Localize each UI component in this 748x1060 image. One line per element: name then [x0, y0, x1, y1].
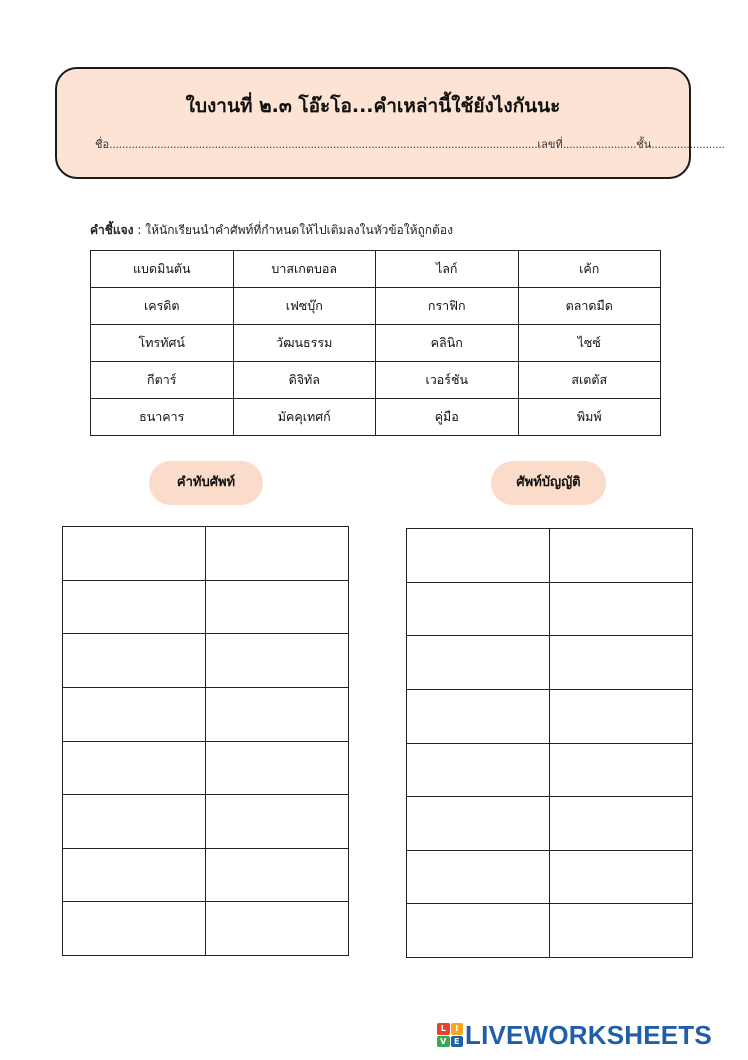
table-row — [91, 288, 661, 325]
answer-drop-cell[interactable] — [407, 529, 550, 583]
answer-drop-cell[interactable] — [206, 902, 349, 956]
answer-drop-cell[interactable] — [63, 580, 206, 634]
table-row — [63, 741, 349, 795]
class-label: ชั้น — [636, 138, 652, 151]
liveworksheets-logo-icon — [437, 1023, 463, 1047]
table-row — [407, 904, 693, 958]
word-cell[interactable]: ธนาคาร — [91, 399, 234, 436]
answer-drop-cell[interactable] — [550, 850, 693, 904]
answer-drop-cell[interactable] — [206, 527, 349, 581]
coined-word-answer-grid — [406, 528, 693, 958]
table-row — [407, 850, 693, 904]
table-row — [63, 634, 349, 688]
word-cell[interactable]: คลินิก — [376, 325, 519, 362]
table-row — [63, 902, 349, 956]
worksheet-header — [55, 67, 725, 179]
word-cell[interactable]: เฟซบุ๊ก — [233, 288, 376, 325]
table-row — [407, 689, 693, 743]
answer-drop-cell[interactable] — [63, 848, 206, 902]
name-field[interactable]: ...................................................................................................................................... — [109, 138, 538, 151]
class-field[interactable]: ....................... — [651, 138, 725, 151]
table-row — [407, 743, 693, 797]
word-bank-table — [90, 250, 661, 436]
answer-drop-cell[interactable] — [206, 634, 349, 688]
word-cell[interactable]: วัฒนธรรม — [233, 325, 376, 362]
table-row — [91, 399, 661, 436]
answer-drop-cell[interactable] — [550, 582, 693, 636]
answer-drop-cell[interactable] — [550, 636, 693, 690]
word-cell[interactable]: มัคคุเทศก์ — [233, 399, 376, 436]
word-cell[interactable]: เครดิต — [91, 288, 234, 325]
answer-drop-cell[interactable] — [550, 529, 693, 583]
instructions-label: คำชี้แจง — [90, 223, 134, 237]
loanword-answer-grid — [62, 526, 349, 956]
logo-mark-letter: E — [451, 1036, 464, 1048]
worksheet-title: ใบงานที่ ๒.๓ โอ๊ะโอ...คำเหล่านี้ใช้ยังไงกันนะ — [185, 95, 561, 117]
logo-mark-letter: V — [437, 1036, 450, 1048]
table-row — [63, 580, 349, 634]
word-cell[interactable]: พิมพ์ — [518, 399, 661, 436]
word-cell[interactable]: คู่มือ — [376, 399, 519, 436]
logo-text: LIVEWORKSHEETS — [465, 1019, 712, 1050]
table-row — [407, 529, 693, 583]
instructions — [90, 221, 453, 240]
answer-drop-cell[interactable] — [407, 797, 550, 851]
answer-drop-cell[interactable] — [550, 743, 693, 797]
answer-drop-cell[interactable] — [550, 797, 693, 851]
logo-mark-letter: I — [451, 1023, 464, 1035]
word-cell[interactable]: กราฟิก — [376, 288, 519, 325]
word-cell[interactable]: เวอร์ชัน — [376, 362, 519, 399]
answer-drop-cell[interactable] — [550, 904, 693, 958]
word-cell[interactable]: เค้ก — [518, 251, 661, 288]
word-cell[interactable]: บาสเกตบอล — [233, 251, 376, 288]
word-cell[interactable]: สเตตัส — [518, 362, 661, 399]
table-row — [407, 636, 693, 690]
answer-drop-cell[interactable] — [407, 743, 550, 797]
answer-drop-cell[interactable] — [63, 527, 206, 581]
answer-drop-cell[interactable] — [206, 687, 349, 741]
word-cell[interactable]: ดิจิทัล — [233, 362, 376, 399]
answer-drop-cell[interactable] — [206, 580, 349, 634]
word-cell[interactable]: ไซซ์ — [518, 325, 661, 362]
answer-drop-cell[interactable] — [407, 636, 550, 690]
answer-drop-cell[interactable] — [63, 687, 206, 741]
answer-drop-cell[interactable] — [206, 795, 349, 849]
table-row — [91, 362, 661, 399]
answer-drop-cell[interactable] — [63, 634, 206, 688]
answer-drop-cell[interactable] — [206, 741, 349, 795]
coined-word-category-label: ศัพท์บัญญัติ — [491, 461, 606, 505]
word-cell[interactable]: โทรทัศน์ — [91, 325, 234, 362]
table-row — [63, 795, 349, 849]
word-cell[interactable]: ไลก์ — [376, 251, 519, 288]
answer-drop-cell[interactable] — [63, 795, 206, 849]
number-field[interactable]: ....................... — [562, 138, 637, 151]
word-cell[interactable]: แบดมินตัน — [91, 251, 234, 288]
answer-drop-cell[interactable] — [63, 902, 206, 956]
table-row — [63, 527, 349, 581]
table-row — [407, 797, 693, 851]
table-row — [63, 848, 349, 902]
logo-mark-letter: L — [437, 1023, 450, 1035]
name-label: ชื่อ — [95, 138, 110, 151]
answer-drop-cell[interactable] — [63, 741, 206, 795]
answer-drop-cell[interactable] — [407, 689, 550, 743]
answer-drop-cell[interactable] — [407, 904, 550, 958]
instructions-text: : ให้นักเรียนนำคำศัพท์ที่กำหนดให้ไปเติมลงในหัวข้อให้ถูกต้อง — [133, 223, 453, 237]
answer-drop-cell[interactable] — [550, 689, 693, 743]
liveworksheets-logo[interactable] — [437, 1018, 712, 1052]
table-row — [63, 687, 349, 741]
word-cell[interactable]: กีตาร์ — [91, 362, 234, 399]
word-cell[interactable]: ตลาดมืด — [518, 288, 661, 325]
answer-drop-cell[interactable] — [407, 850, 550, 904]
table-row — [407, 582, 693, 636]
answer-drop-cell[interactable] — [407, 582, 550, 636]
student-info-fields — [95, 135, 725, 153]
table-row — [91, 251, 661, 288]
answer-drop-cell[interactable] — [206, 848, 349, 902]
number-label: เลขที่ — [537, 138, 563, 151]
table-row — [91, 325, 661, 362]
loanword-category-label: คำทับศัพท์ — [149, 461, 263, 505]
